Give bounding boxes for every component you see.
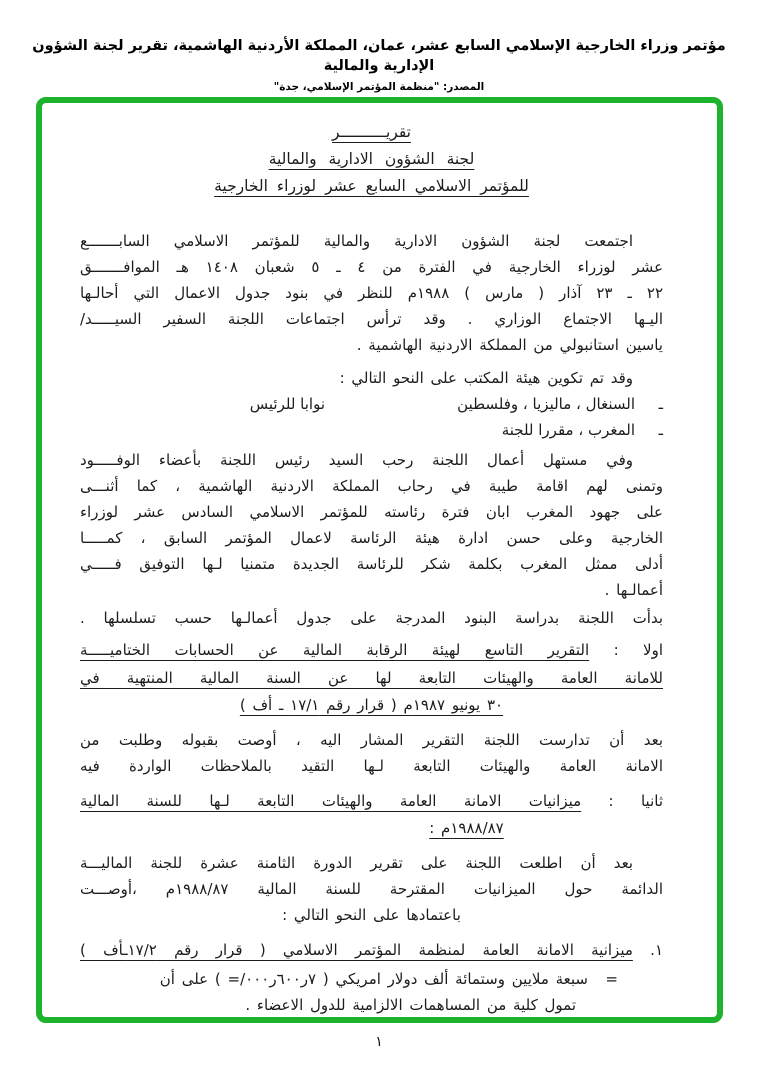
paragraph-line: اجتمعت لجنة الشؤون الادارية والمالية للمؤتمر الاسلامي السابـــــــع <box>80 232 633 250</box>
dash-bullet: ـ <box>658 421 663 439</box>
section-first-heading-line: للامانة العامة والهيئات التابعة لها عن السنة المالية المنتهية في <box>80 668 663 687</box>
report-title-line-1: تقريــــــــــر <box>332 123 411 141</box>
paragraph-line: بعد أن تدارست اللجنة التقرير المشار اليه ، أوصت بقبوله وطلبت من <box>80 730 663 749</box>
paragraph-line: الدائمة حول الميزانيات المقترحة للسنة المالية ١٩٨٨/٨٧م ،أوصـــت <box>80 879 663 898</box>
report-title-block <box>80 119 663 200</box>
paragraph-line: الخارجية وعلى حسن ادارة هيئة الرئاسة لاعمال المؤتمر السابق ، كمـــــا <box>80 529 663 547</box>
paragraph-line: الامانة العامة والهيئات التابعة لـها التقيد بالملاحظات الواردة فيه <box>80 756 663 775</box>
section-second-heading-line: ثانيا : ميزانيات الامانة العامة والهيئات التابعة لـها للسنة المالية <box>80 791 663 810</box>
section-second <box>80 788 663 843</box>
paragraph-line: على جهود المغرب ابان فترة رئاسته للمؤتمر الاسلامي السادس عشر لوزراء <box>80 503 663 521</box>
bureau-members: السنغال ، ماليزيا ، وفلسطين <box>457 395 635 413</box>
paragraph-line: بعد أن اطلعت اللجنة على تقرير الدورة الثامنة عشرة للجنة الماليـــة <box>80 853 633 872</box>
budget-item-1 <box>80 937 663 963</box>
bureau-members: المغرب ، مقررا للجنة <box>501 421 635 439</box>
section-first <box>80 637 663 720</box>
paragraph-line: بدأت اللجنة بدراسة البنود المدرجة على جدول أعمالـها حسب تسلسلها . <box>80 609 663 627</box>
paragraph-line: وتمنى لهم اقامة طيبة في رحاب المملكة الاردنية الهاشمية ، كما أثنـــى <box>80 477 663 495</box>
item-number-marker: .١ <box>650 940 663 959</box>
paragraph-line: باعتمادها على النحو التالي : <box>282 905 461 924</box>
list-item <box>80 417 663 443</box>
amount-line: سبعة ملايين وستمائة ألف دولار امريكي ( ٧ر٦٠٠ر٠٠٠/= ) على أن <box>159 969 588 988</box>
section-first-heading-line: اولا : التقرير التاسع لهيئة الرقابة المالية عن الحسابات الختاميـــــة <box>80 641 663 659</box>
equals-marker: = <box>605 969 618 988</box>
recommendation-paragraph <box>80 727 663 779</box>
paragraph-line: عشر لوزراء الخارجية في الفترة من ٤ ـ ٥ شعبان ١٤٠٨ هـ الموافـــــــق <box>80 258 664 276</box>
list-item <box>80 391 663 417</box>
budget-item-1-line: .١ ميزانية الامانة العامة لمنظمة المؤتمر الاسلامي ( قرار رقم ١٧/٢ـأف ) <box>80 940 663 959</box>
budget-item-1-amount <box>80 966 663 1018</box>
report-title-line-2: لجنة الشؤون الادارية والمالية <box>268 150 475 168</box>
report-border-box <box>36 97 723 1023</box>
paragraph-line: أعمالـها . <box>604 581 663 599</box>
bureau-list <box>80 391 663 443</box>
bureau-role: نوابا للرئيس <box>249 395 325 413</box>
bureau-intro-line: وقد تم تكوين هيئة المكتب على النحو التالي : <box>339 369 633 387</box>
paragraph-line: اليـها الاجتماع الوزاري . وقد ترأس اجتماعات اللجنة السفير السيـــــد/ <box>80 310 663 328</box>
report-title-line-3: للمؤتمر الاسلامي السابع عشر لوزراء الخارجية <box>214 177 529 195</box>
section-first-heading-line: ٣٠ يونيو ١٩٨٧م ( قرار رقم ١٧/١ ـ أف ) <box>239 696 504 714</box>
paragraph-line: وفي مستهل أعمال اللجنة رحب السيد رئيس اللجنة بأعضاء الوفـــــود <box>80 451 633 469</box>
paragraph-line: أدلى ممثل المغرب بكلمة شكر للرئاسة الجديدة متمنيا لـها التوفيق فـــــي <box>80 555 663 573</box>
page-header <box>0 36 758 93</box>
section-first-label: اولا : <box>613 641 663 659</box>
opening-paragraph <box>80 228 663 358</box>
source-line: المصدر: "منظمة المؤتمر الإسلامي، جدة" <box>273 81 485 93</box>
amount-line: تمول كلية من المساهمات الالزامية للدول الاعضاء . <box>245 995 576 1014</box>
dash-bullet: ـ <box>658 395 663 413</box>
budget-paragraph <box>80 850 663 928</box>
section-second-heading-line: ١٩٨٨/٨٧م : <box>429 819 504 837</box>
section-second-label: ثانيا : <box>608 791 663 810</box>
paragraph-line: ٢٢ ـ ٢٣ آذار ( مارس ) ١٩٨٨م للنظر في بنود جدول الاعمال التي أحالـها <box>80 284 664 302</box>
welcome-paragraph <box>80 447 663 603</box>
conference-header-title: مؤتمر وزراء الخارجية الإسلامي السابع عشر، عمان، المملكة الأردنية الهاشمية، تقرير لجنة الشؤون الإدارية والمالية <box>32 38 726 74</box>
page-number: ١ <box>375 1034 383 1050</box>
paragraph-line: ياسين استانبولي من المملكة الاردنية الهاشمية . <box>356 336 663 354</box>
agenda-paragraph <box>80 605 663 631</box>
